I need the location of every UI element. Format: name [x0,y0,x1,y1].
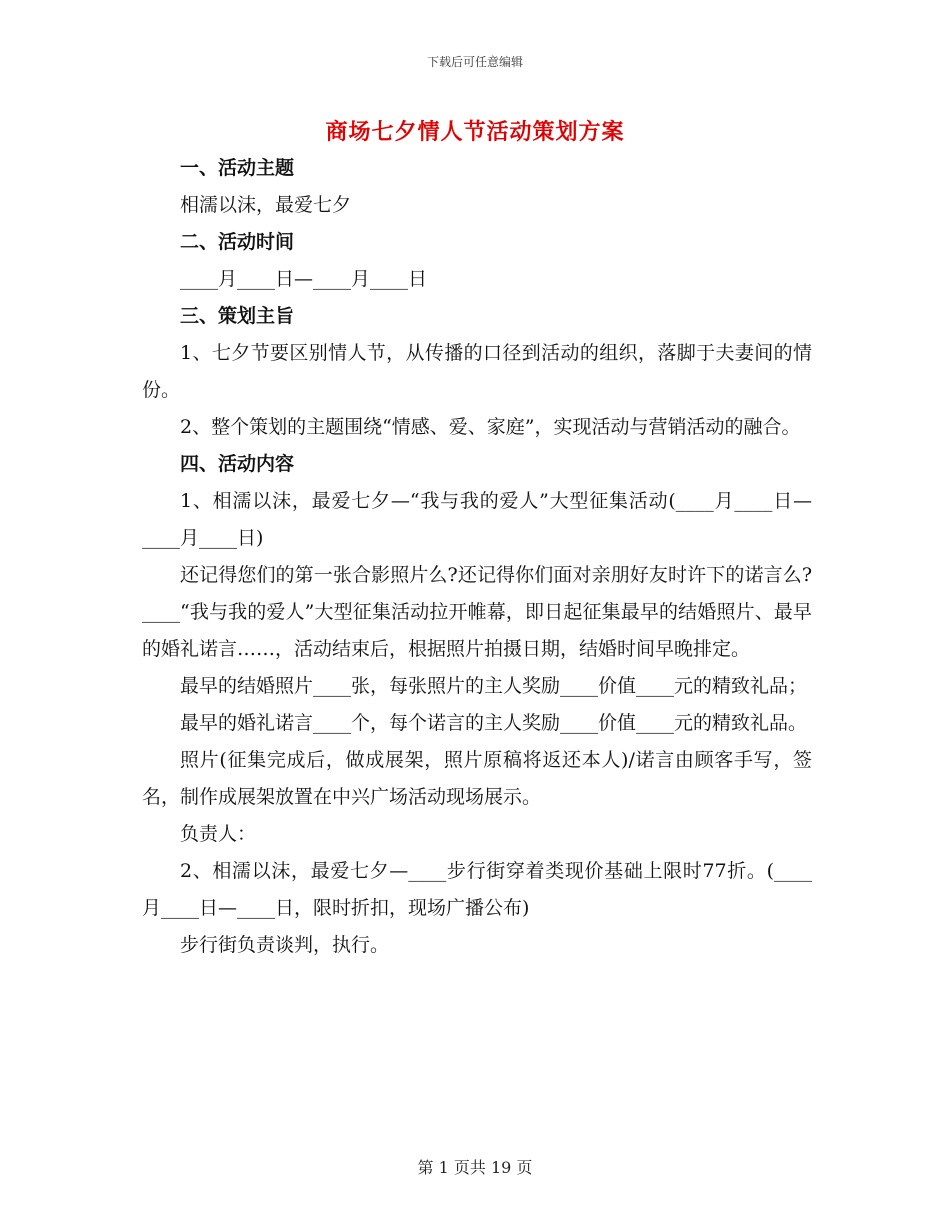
section-heading-content: 四、活动内容 [180,453,295,475]
section-heading-purpose: 三、策划主旨 [180,305,295,327]
paragraph-content-1-desc: 还记得您们的第一张合影照片么?还记得你们面对亲朋好友时许下的诺言么?____“我与我的爱人”大型征集活动拉开帷幕，即日起征集最早的结婚照片、最早的婚礼诺言……，活动结束后，根据照片拍摄日期，结婚时间早晚排定。 [142,564,812,660]
paragraph-theme: 相濡以沫，最爱七夕 [180,194,352,216]
paragraph-content-2: 2、相濡以沫，最爱七夕—____步行街穿着类现价基础上限时77折。(____月____日—____日，限时折扣，现场广播公布) [142,860,812,919]
section-heading-theme: 一、活动主题 [180,157,295,179]
paragraph-content-1-display: 照片(征集完成后，做成展架，照片原稿将返还本人)/诺言由顾客手写，签名，制作成展架放置在中兴广场活动现场展示。 [142,749,812,808]
header-note: 下载后可任意编辑 [426,55,523,69]
paragraph-content-1-vow: 最早的婚礼诺言____个，每个诺言的主人奖励____价值____元的精致礼品。 [180,712,808,734]
paragraph-content-2-owner: 步行街负责谈判，执行。 [180,934,390,956]
document-title: 商场七夕情人节活动策划方案 [325,119,625,145]
page-footer: 第 1 页共 19 页 [417,1158,533,1177]
paragraph-content-1-owner: 负责人： [180,823,257,845]
paragraph-content-1-photo: 最早的结婚照片____张，每张照片的主人奖励____价值____元的精致礼品； [180,675,808,697]
section-heading-time: 二、活动时间 [180,231,295,253]
paragraph-purpose-2: 2、整个策划的主题围绕“情感、爱、家庭”，实现活动与营销活动的融合。 [180,416,801,438]
paragraph-purpose-1: 1、七夕节要区别情人节，从传播的口径到活动的组织，落脚于夫妻间的情份。 [142,342,812,401]
document-body [142,150,812,964]
paragraph-time: ____月____日—____月____日 [180,268,428,290]
paragraph-content-1: 1、相濡以沫，最爱七夕—“我与我的爱人”大型征集活动(____月____日—____月____日) [142,490,812,549]
